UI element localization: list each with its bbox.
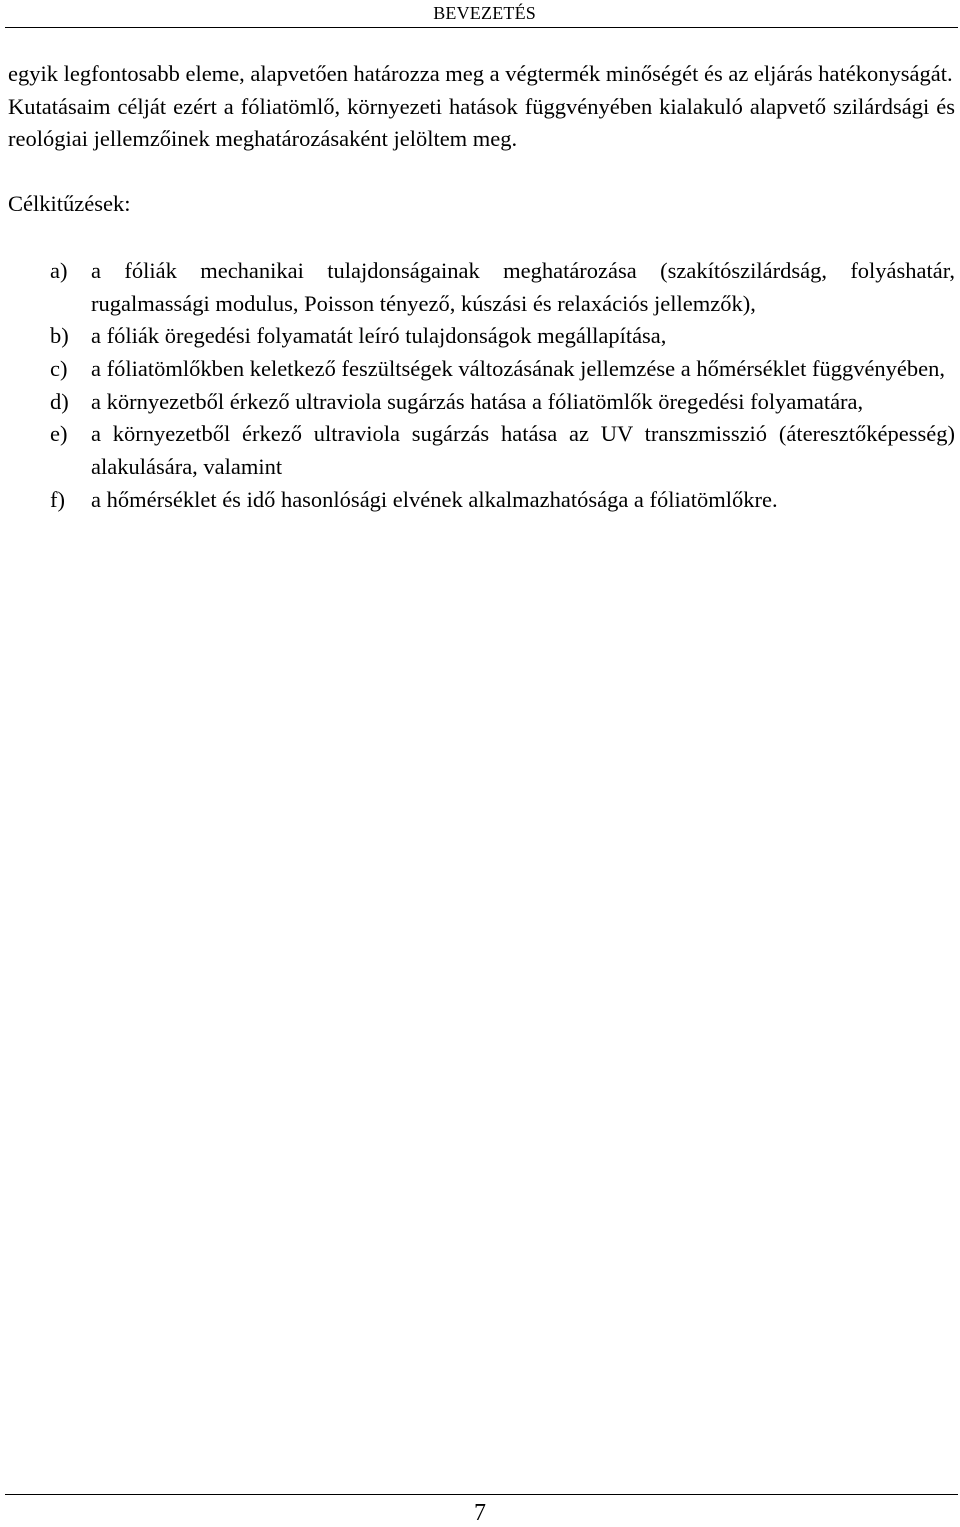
goal-marker: e) xyxy=(50,421,68,447)
running-header: BEVEZETÉS xyxy=(433,3,536,23)
goal-text: a fóliák öregedési folyamatát leíró tulajdonságok megállapítása, xyxy=(91,323,667,349)
goal-text: a környezetből érkező ultraviola sugárzás hatása az UV transzmisszió (áteresztőképesség) alakulására, valamint xyxy=(91,421,955,480)
page-content xyxy=(8,58,955,516)
goal-text: a környezetből érkező ultraviola sugárzás hatása a fóliatömlők öregedési folyamatára, xyxy=(91,388,864,414)
page-number: 7 xyxy=(474,1500,486,1526)
goal-text: a hőmérséklet és idő hasonlósági elvének alkalmazhatósága a fóliatömlőkre. xyxy=(91,486,778,512)
goal-text: a fóliatömlőkben keletkező feszültségek változásának jellemzése a hőmérséklet függvényében, xyxy=(91,355,946,381)
goal-text: a fóliák mechanikai tulajdonságainak meghatározása (szakítószilárdság, folyáshatár, rugalmassági modulus, Poisson tényező, kúszási és relaxációs jellemzők), xyxy=(91,257,955,316)
goal-list xyxy=(8,255,955,517)
paragraph-continuation: egyik legfontosabb eleme, alapvetően határozza meg a végtermék minőségét és az eljárás hatékonyságát. xyxy=(8,61,953,86)
goal-marker: d) xyxy=(50,388,69,414)
goal-item-c xyxy=(8,353,955,386)
goal-item-e xyxy=(8,418,955,483)
goal-marker: a) xyxy=(50,257,68,283)
goal-marker: b) xyxy=(50,323,69,349)
goal-item-d xyxy=(8,386,955,419)
footer-rule xyxy=(5,1494,958,1495)
header-rule xyxy=(5,27,958,28)
goal-item-a xyxy=(8,255,955,320)
goal-marker: f) xyxy=(50,486,65,512)
paragraph-research-aim: Kutatásaim célját ezért a fóliatömlő, környezeti hatások függvényében kialakuló alapvető szilárdsági és reológiai jellemzőinek meghatározásaként jelöltem meg. xyxy=(8,93,955,152)
goal-marker: c) xyxy=(50,355,68,381)
goal-item-f xyxy=(8,484,955,517)
section-heading-goals: Célkitűzések: xyxy=(8,191,131,217)
goal-item-b xyxy=(8,320,955,353)
